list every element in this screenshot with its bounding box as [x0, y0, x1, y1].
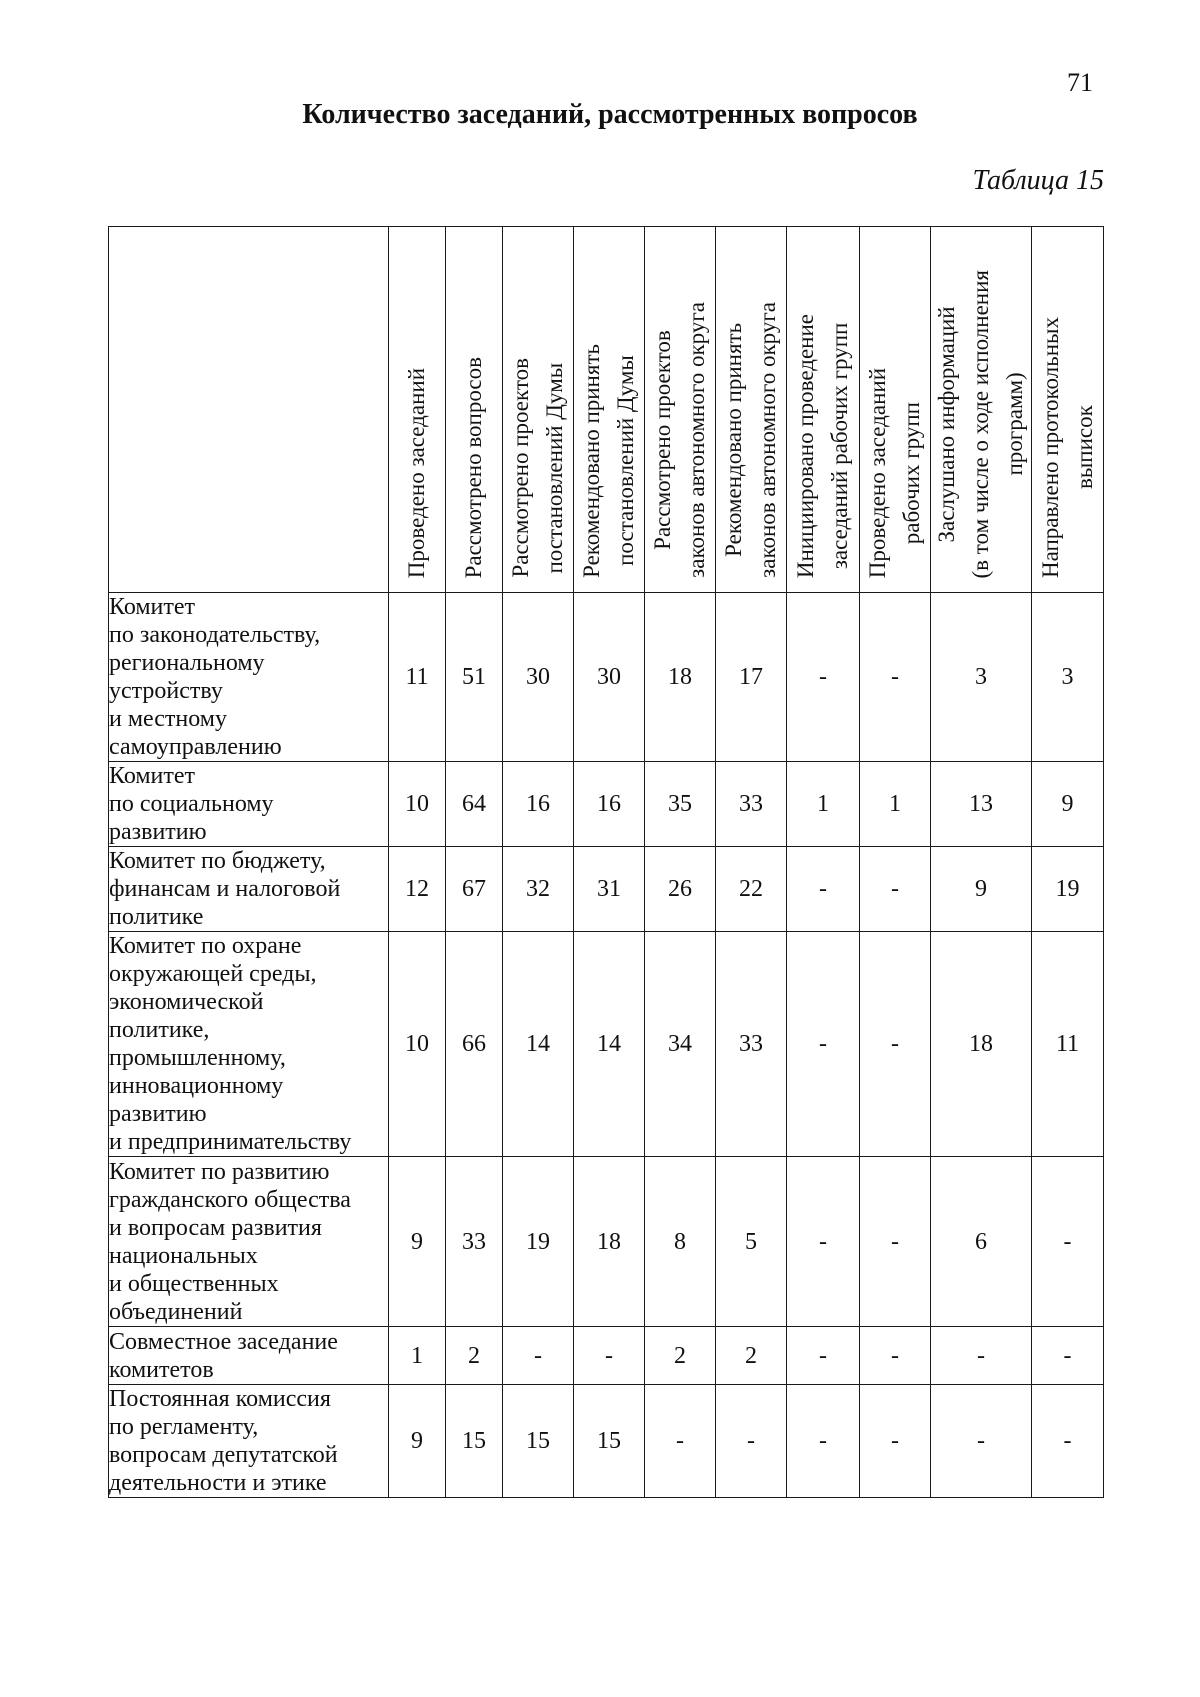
- table-cell: 66: [446, 932, 503, 1157]
- page-number: 71: [1067, 68, 1093, 97]
- table-cell: -: [1032, 1385, 1104, 1498]
- table-row: [109, 847, 1104, 932]
- header-label: Рекомендовано принять постановлений Думы: [579, 344, 638, 578]
- table-cell: 51: [446, 593, 503, 762]
- table-row: [109, 593, 1104, 762]
- table-cell: 3: [931, 593, 1032, 762]
- sessions-table: [108, 226, 1104, 1498]
- table-cell: 9: [389, 1157, 446, 1327]
- table-cell: -: [860, 1327, 931, 1385]
- table-caption: Таблица 15: [972, 165, 1104, 196]
- table-cell: 19: [503, 1157, 574, 1327]
- table-row: [109, 1157, 1104, 1327]
- table-cell: 22: [716, 847, 787, 932]
- table-cell: -: [1032, 1157, 1104, 1327]
- table-cell: 14: [574, 932, 645, 1157]
- table-cell: -: [787, 847, 860, 932]
- table-cell: 11: [1032, 932, 1104, 1157]
- table-cell: 30: [503, 593, 574, 762]
- header-cell: [716, 227, 787, 593]
- header-cell: [1032, 227, 1104, 593]
- header-label: Рассмотрено проектов законов автономного округа: [650, 302, 709, 578]
- table-cell: -: [860, 847, 931, 932]
- header-cell: [645, 227, 716, 593]
- committee-name: Комитет по развитию гражданского общества и вопросам развития национальных и общественных объединений: [109, 1157, 389, 1327]
- committee-name: Совместное заседание комитетов: [109, 1327, 389, 1385]
- table-cell: -: [787, 1157, 860, 1327]
- header-label: Направлено протокольных выписок: [1037, 316, 1097, 578]
- table-cell: -: [860, 932, 931, 1157]
- table-cell: 35: [645, 762, 716, 847]
- table-cell: 14: [503, 932, 574, 1157]
- table-cell: 2: [716, 1327, 787, 1385]
- header-label: Проведено заседаний рабочих групп: [865, 367, 924, 578]
- header-row: [109, 227, 1104, 593]
- table-cell: 9: [931, 847, 1032, 932]
- table-cell: 17: [716, 593, 787, 762]
- table-cell: 18: [645, 593, 716, 762]
- header-label: Проведено заседаний: [404, 367, 429, 578]
- table-cell: 15: [503, 1385, 574, 1498]
- header-cell: [446, 227, 503, 593]
- header-label: Инициировано проведение заседаний рабочих групп: [793, 313, 852, 578]
- table-cell: 16: [503, 762, 574, 847]
- header-label: Рассмотрено проектов постановлений Думы: [508, 358, 567, 578]
- table-cell: 9: [389, 1385, 446, 1498]
- table-cell: -: [574, 1327, 645, 1385]
- table-cell: 30: [574, 593, 645, 762]
- table-cell: -: [860, 1157, 931, 1327]
- table-cell: 31: [574, 847, 645, 932]
- table-cell: 11: [389, 593, 446, 762]
- table-cell: -: [1032, 1327, 1104, 1385]
- table-cell: 3: [1032, 593, 1104, 762]
- table-cell: 33: [446, 1157, 503, 1327]
- table-cell: 1: [787, 762, 860, 847]
- table-cell: 13: [931, 762, 1032, 847]
- table-cell: 18: [931, 932, 1032, 1157]
- table-cell: -: [787, 593, 860, 762]
- table-row: [109, 762, 1104, 847]
- table-cell: 10: [389, 762, 446, 847]
- committee-name: Комитет по социальному развитию: [109, 762, 389, 847]
- table-cell: 12: [389, 847, 446, 932]
- header-corner-cell: [109, 227, 389, 593]
- header-cell: [931, 227, 1032, 593]
- table-cell: 8: [645, 1157, 716, 1327]
- table-cell: 16: [574, 762, 645, 847]
- header-cell: [503, 227, 574, 593]
- table-row: [109, 1327, 1104, 1385]
- table-cell: 64: [446, 762, 503, 847]
- header-label: Рекомендовано принять законов автономного округа: [721, 302, 780, 578]
- table-cell: 15: [446, 1385, 503, 1498]
- committee-name: Комитет по законодательству, региональному устройству и местному самоуправлению: [109, 593, 389, 762]
- table-cell: 1: [389, 1327, 446, 1385]
- table-cell: 2: [446, 1327, 503, 1385]
- header-cell: [860, 227, 931, 593]
- table-cell: -: [860, 593, 931, 762]
- table-cell: -: [931, 1327, 1032, 1385]
- table-cell: 6: [931, 1157, 1032, 1327]
- table-row: [109, 932, 1104, 1157]
- table-cell: 34: [645, 932, 716, 1157]
- table-cell: -: [931, 1385, 1032, 1498]
- table-cell: 9: [1032, 762, 1104, 847]
- table-cell: 32: [503, 847, 574, 932]
- table-cell: 5: [716, 1157, 787, 1327]
- header-label: Заслушано информаций (в том числе о ходе исполнения программ): [934, 269, 1027, 578]
- table-cell: 2: [645, 1327, 716, 1385]
- table-cell: -: [860, 1385, 931, 1498]
- header-cell: [574, 227, 645, 593]
- table-cell: -: [787, 1385, 860, 1498]
- page-title: Количество заседаний, рассмотренных вопросов: [302, 99, 918, 130]
- table-cell: 33: [716, 762, 787, 847]
- committee-name: Постоянная комиссия по регламенту, вопросам депутатской деятельности и этике: [109, 1385, 389, 1498]
- table-cell: -: [787, 1327, 860, 1385]
- header-cell: [787, 227, 860, 593]
- table-cell: 18: [574, 1157, 645, 1327]
- table-cell: 19: [1032, 847, 1104, 932]
- table-cell: -: [503, 1327, 574, 1385]
- header-cell: [389, 227, 446, 593]
- table-cell: 26: [645, 847, 716, 932]
- table-cell: 15: [574, 1385, 645, 1498]
- committee-name: Комитет по охране окружающей среды, экономической политике, промышленному, инновационному развитию и предпринимательству: [109, 932, 389, 1157]
- table-cell: -: [645, 1385, 716, 1498]
- table-cell: -: [787, 932, 860, 1157]
- table-cell: 10: [389, 932, 446, 1157]
- table-cell: -: [716, 1385, 787, 1498]
- table-cell: 33: [716, 932, 787, 1157]
- table-row: [109, 1385, 1104, 1498]
- header-label: Рассмотрено вопросов: [461, 356, 486, 578]
- committee-name: Комитет по бюджету, финансам и налоговой политике: [109, 847, 389, 932]
- table-cell: 1: [860, 762, 931, 847]
- table-cell: 67: [446, 847, 503, 932]
